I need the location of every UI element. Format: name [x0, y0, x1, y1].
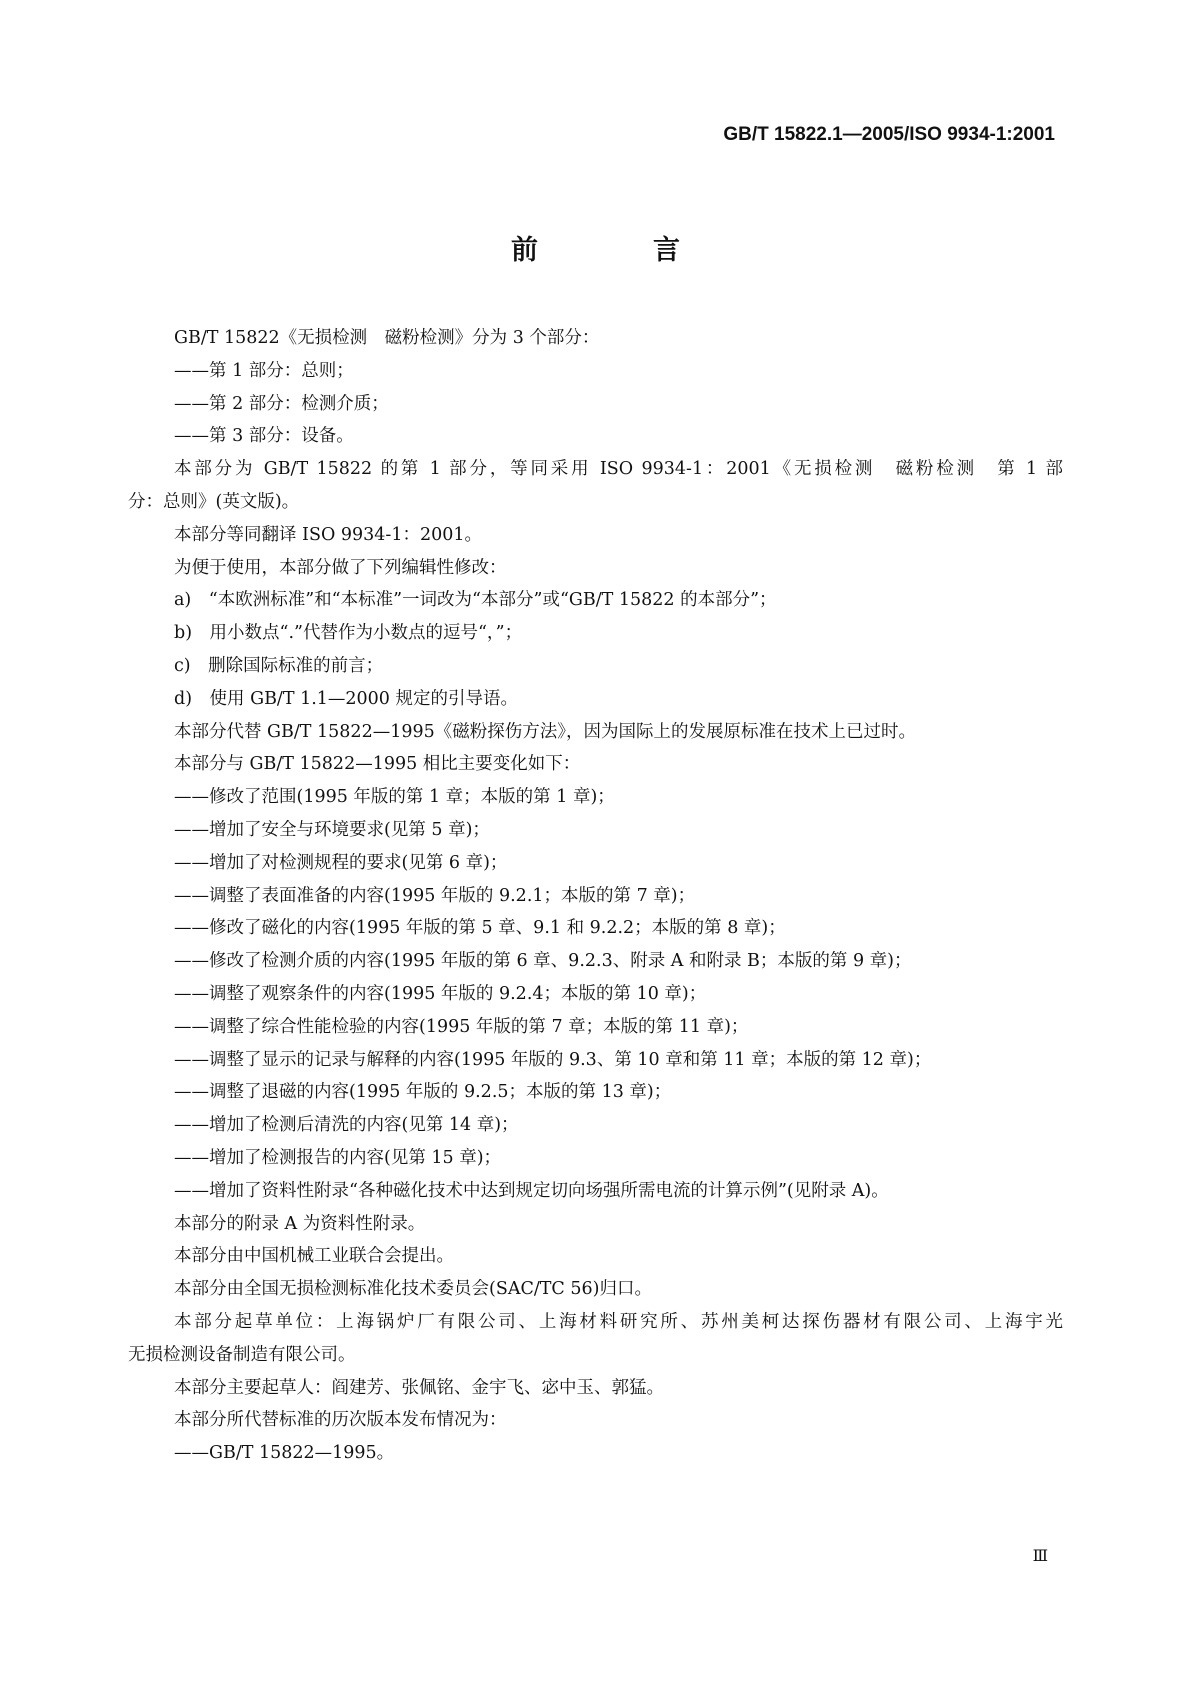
list-item-c: c) 删除国际标准的前言；: [174, 655, 384, 676]
foreword-body: [128, 322, 1063, 1470]
paragraph-line: 无损检测设备制造有限公司。: [128, 1344, 356, 1365]
paragraph-line: ——GB/T 15822—1995。: [174, 1443, 395, 1464]
change-item: ——修改了范围(1995 年版的第 1 章；本版的第 1 章)；: [174, 787, 615, 808]
paragraph-line: 分：总则》(英文版)。: [128, 491, 300, 512]
paragraph-line: 本部分所代替标准的历次版本发布情况为：: [174, 1410, 507, 1431]
change-item: ——增加了对检测规程的要求(见第 6 章)；: [174, 852, 508, 873]
paragraph-line: 本部分代替 GB/T 15822—1995《磁粉探伤方法》，因为国际上的发展原标准在技术上已过时。: [174, 721, 916, 742]
change-item: ——调整了表面准备的内容(1995 年版的 9.2.1；本版的第 7 章)；: [174, 885, 696, 906]
change-item: ——调整了综合性能检验的内容(1995 年版的第 7 章；本版的第 11 章)；: [174, 1016, 749, 1037]
paragraph-line: 为便于使用，本部分做了下列编辑性修改：: [174, 557, 507, 578]
change-item: ——修改了磁化的内容(1995 年版的第 5 章、9.1 和 9.2.2；本版的第 8 章)；: [174, 918, 786, 939]
paragraph-line: 本部分由全国无损检测标准化技术委员会(SAC/TC 56)归口。: [174, 1279, 652, 1300]
change-item: ——增加了安全与环境要求(见第 5 章)；: [174, 819, 490, 840]
page-title: 前 言: [511, 235, 724, 266]
paragraph-line: ——第 1 部分：总则；: [174, 360, 354, 381]
change-item: ——增加了检测报告的内容(见第 15 章)；: [174, 1147, 502, 1168]
change-item: ——调整了退磁的内容(1995 年版的 9.2.5；本版的第 13 章)；: [174, 1082, 672, 1103]
paragraph-line: 本部分起草单位：上海锅炉厂有限公司、上海材料研究所、苏州美柯达探伤器材有限公司、上海宇光: [174, 1311, 1063, 1332]
paragraph-line: 本部分的附录 A 为资料性附录。: [174, 1213, 426, 1234]
paragraph-line: ——第 2 部分：检测介质；: [174, 393, 389, 414]
change-item: ——增加了资料性附录“各种磁化技术中达到规定切向场强所需电流的计算示例”(见附录 A)。: [174, 1180, 889, 1201]
paragraph-line: ——第 3 部分：设备。: [174, 426, 354, 447]
change-item: ——调整了观察条件的内容(1995 年版的 9.2.4；本版的第 10 章)；: [174, 983, 707, 1004]
change-item: ——修改了检测介质的内容(1995 年版的第 6 章、9.2.3、附录 A 和附录 B；本版的第 9 章)；: [174, 951, 912, 972]
paragraph-line: 本部分为 GB/T 15822 的第 1 部分，等同采用 ISO 9934-1：2001《无损检测 磁粉检测 第 1 部: [174, 459, 1063, 480]
paragraph-line: 本部分等同翻译 ISO 9934-1：2001。: [174, 524, 482, 545]
change-item: ——增加了检测后清洗的内容(见第 14 章)；: [174, 1115, 519, 1136]
change-item: ——调整了显示的记录与解释的内容(1995 年版的 9.3、第 10 章和第 11 章；本版的第 12 章)；: [174, 1049, 932, 1070]
list-item-a: a) “本欧洲标准”和“本标准”一词改为“本部分”或“GB/T 15822 的本部分”；: [174, 590, 777, 611]
list-item-b: b) 用小数点“.”代替作为小数点的逗号“，”；: [174, 623, 523, 644]
paragraph-line: 本部分与 GB/T 15822—1995 相比主要变化如下：: [174, 754, 581, 775]
page-number: Ⅲ: [1032, 1546, 1047, 1565]
paragraph-line: 本部分由中国机械工业联合会提出。: [174, 1246, 454, 1267]
paragraph-line: GB/T 15822《无损检测 磁粉检测》分为 3 个部分：: [174, 328, 600, 348]
paragraph-line: 本部分主要起草人：阎建芳、张佩铭、金宇飞、宓中玉、郭猛。: [174, 1377, 664, 1398]
list-item-d: d) 使用 GB/T 1.1—2000 规定的引导语。: [174, 688, 518, 709]
standard-code-header: GB/T 15822.1—2005/ISO 9934-1:2001: [723, 124, 1055, 145]
